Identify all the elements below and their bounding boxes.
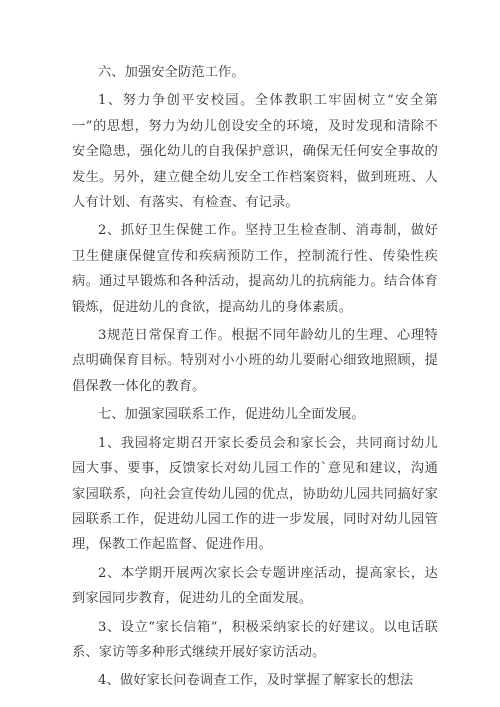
section-heading-home-school: 七、加强家园联系工作，促进幼儿全面发展。 — [98, 407, 365, 423]
paragraph-safe-campus: 1、努力争创平安校园。全体教职工牢固树立“安全第一”的思想，努力为幼儿创设安全的环境，及时发现和清除不安全隐患，强化幼儿的自我保护意识，确保无任何安全事故的发生。另外，建立健全幼儿安全工作档案资料，做到班班、人人有计划、有落实、有检查、有记录。 — [72, 93, 438, 211]
paragraph-parent-survey: 4、做好家长问卷调查工作，及时掌握了解家长的想法 — [98, 673, 414, 689]
section-heading-safety: 六、加强安全防范工作。 — [98, 65, 245, 80]
paragraph-daily-care: 3规范日常保育工作。根据不同年龄幼儿的生理、心理特点明确保育目标。特别对小小班的幼儿要耐心细致地照顾，提倡保教一体化的教育。 — [72, 328, 438, 394]
paragraph-parent-committee: 1、我园将定期召开家长委员会和家长会，共同商讨幼儿园大事、要事，反馈家长对幼儿园工作的`意见和建议，沟通家园联系，向社会宣传幼儿园的优点，协助幼儿园共同搞好家园联系工作，促进幼儿园工作的进一步发展，同时对幼儿园管理，保教工作起监督、促进作用。 — [72, 435, 438, 553]
document-body — [72, 60, 438, 697]
paragraph-parent-lectures: 2、本学期开展两次家长会专题讲座活动，提高家长，达到家园同步教育，促进幼儿的全面发展。 — [72, 565, 438, 607]
paragraph-parent-mailbox: 3、设立“家长信箱”，积极采纳家长的好建议。以电话联系、家访等多种形式继续开展好家访活动。 — [72, 619, 438, 660]
paragraph-health-care: 2、抓好卫生保健工作。坚持卫生检查制、消毒制，做好卫生健康保健宣传和疾病预防工作，控制流行性、传染性疾病。通过早锻炼和各种活动，提高幼儿的抗病能力。结合体育锻炼，促进幼儿的食欲，提高幼儿的身体素质。 — [72, 223, 438, 315]
